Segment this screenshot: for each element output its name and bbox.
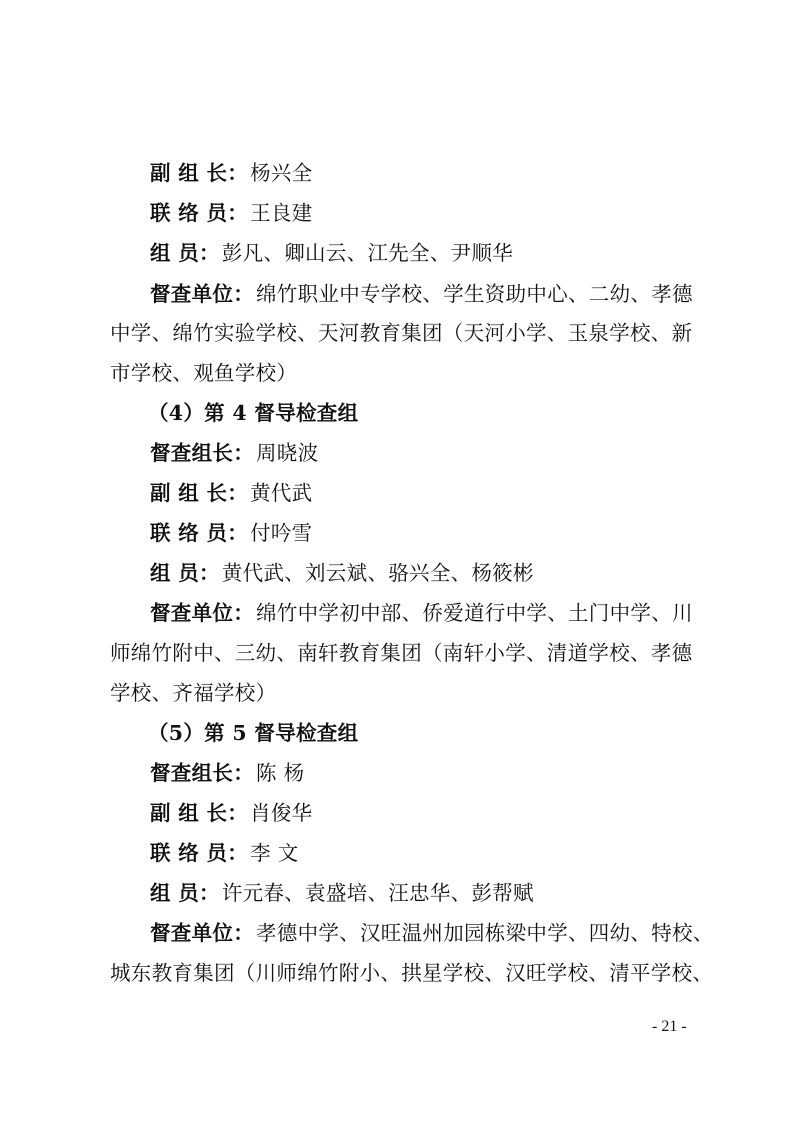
leader-name: 周晓波: [256, 441, 319, 465]
units-text: 孝德中学、汉旺温州加园栋梁中学、四幼、特校、: [256, 921, 714, 945]
deputy-label: 副 组 长：: [150, 481, 249, 505]
units-text: 绵竹职业中专学校、学生资助中心、二幼、孝德: [256, 282, 693, 306]
group5-liaison-line: [150, 837, 299, 869]
group4-leader-line: [150, 437, 318, 469]
units-label: 督查单位：: [150, 282, 254, 306]
group3-deputy-line: [150, 157, 312, 189]
group5-units-line2: 城东教育集团（川师绵竹附小、拱星学校、汉旺学校、清平学校、: [110, 961, 714, 985]
group3-members-line: [150, 237, 513, 269]
liaison-label: 联 络 员：: [150, 841, 249, 865]
group3-units-line3: 市学校、观鱼学校）: [110, 361, 298, 385]
leader-name: 陈 杨: [256, 761, 305, 785]
members-label: 组 员：: [150, 241, 220, 265]
liaison-name: 李 文: [250, 841, 299, 865]
deputy-label: 副 组 长：: [150, 801, 249, 825]
deputy-name: 肖俊华: [250, 801, 313, 825]
members-label: 组 员：: [150, 881, 220, 905]
group3-liaison-line: [150, 197, 312, 229]
group3-units-line2: 中学、绵竹实验学校、天河教育集团（天河小学、玉泉学校、新: [110, 321, 693, 345]
members-names: 彭凡、卿山云、江先全、尹顺华: [221, 241, 514, 265]
liaison-label: 联 络 员：: [150, 521, 249, 545]
liaison-name: 王良建: [250, 201, 313, 225]
group5-units-line1: [150, 917, 714, 949]
group4-units-line3: 学校、齐福学校）: [110, 681, 277, 705]
group5-leader-line: [150, 757, 304, 789]
group3-units-line1: [150, 278, 693, 310]
liaison-name: 付吟雪: [250, 521, 313, 545]
group4-units-line1: [150, 597, 693, 629]
deputy-label: 副 组 长：: [150, 161, 249, 185]
deputy-name: 黄代武: [250, 481, 313, 505]
units-label: 督查单位：: [150, 601, 254, 625]
members-names: 许元春、袁盛培、汪忠华、彭帮赋: [221, 881, 534, 905]
group4-liaison-line: [150, 517, 312, 549]
leader-label: 督查组长：: [150, 441, 254, 465]
group4-heading: （4）第 4 督导检查组: [148, 401, 359, 425]
units-label: 督查单位：: [150, 921, 254, 945]
liaison-label: 联 络 员：: [150, 201, 249, 225]
leader-label: 督查组长：: [150, 761, 254, 785]
deputy-name: 杨兴全: [250, 161, 313, 185]
group5-deputy-line: [150, 797, 312, 829]
group4-units-line2: 师绵竹附中、三幼、南轩教育集团（南轩小学、清道学校、孝德: [110, 641, 693, 665]
group5-heading: （5）第 5 督导检查组: [148, 721, 359, 745]
group5-members-line: [150, 877, 534, 909]
units-text: 绵竹中学初中部、侨爱道行中学、土门中学、川: [256, 601, 693, 625]
members-names: 黄代武、刘云斌、骆兴全、杨筱彬: [221, 561, 534, 585]
group4-deputy-line: [150, 477, 312, 509]
group4-members-line: [150, 557, 534, 589]
page-number: - 21 -: [652, 1018, 687, 1035]
members-label: 组 员：: [150, 561, 220, 585]
